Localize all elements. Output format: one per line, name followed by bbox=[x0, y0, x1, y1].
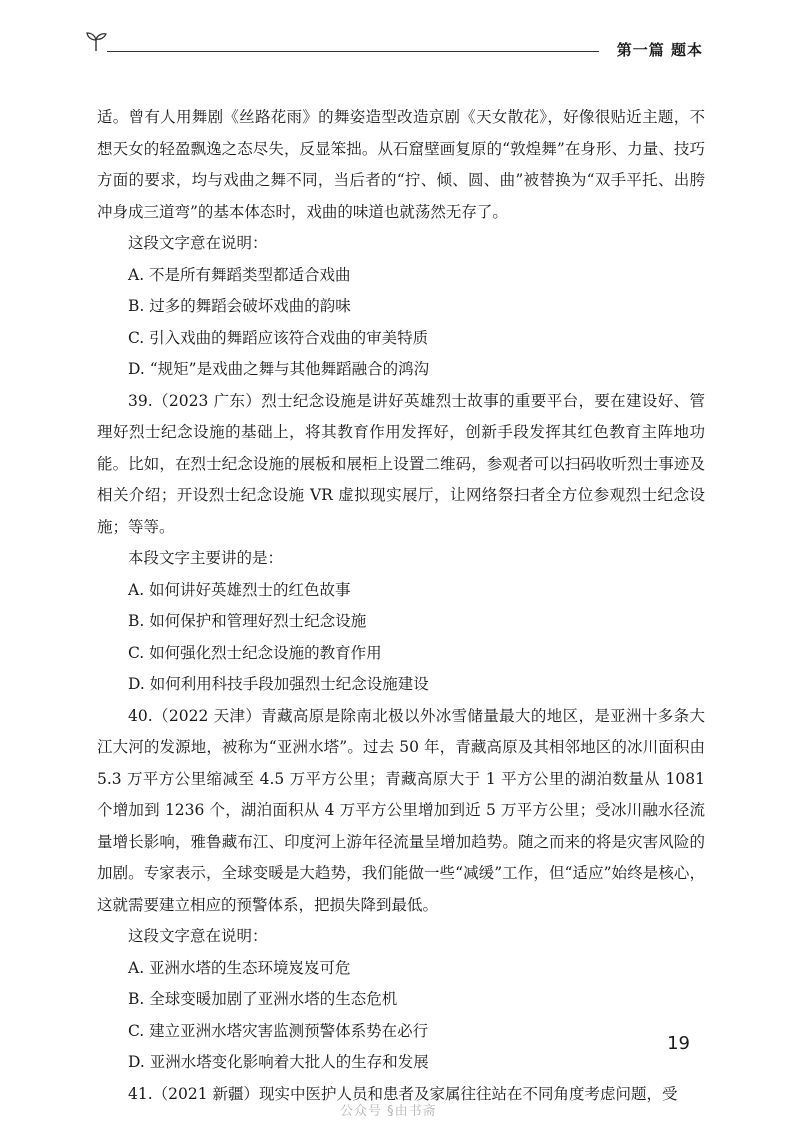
option-b: B. 过多的舞蹈会破坏戏曲的韵味 bbox=[128, 297, 351, 315]
question-39-option-b: B. 如何保护和管理好烈士纪念设施 bbox=[128, 612, 367, 630]
question-40-option-b: B. 全球变暖加剧了亚洲水塔的生态危机 bbox=[128, 990, 398, 1008]
option-a: A. 不是所有舞蹈类型都适合戏曲 bbox=[128, 265, 351, 284]
question-39-prompt: 本段文字主要讲的是： bbox=[128, 549, 284, 567]
page-header bbox=[85, 28, 703, 68]
question-39-option-c: C. 如何强化烈士纪念设施的教育作用 bbox=[128, 643, 382, 662]
header-rule bbox=[107, 51, 599, 52]
question-41-passage: 41.（2021 新疆）现实中医护人员和患者及家属往往站在不同角度考虑问题，受 bbox=[128, 1084, 678, 1103]
page-number: 19 bbox=[667, 1033, 690, 1054]
question-40-prompt: 这段文字意在说明： bbox=[128, 927, 268, 945]
option-d: D. “规矩”是戏曲之舞与其他舞蹈融合的鸿沟 bbox=[128, 360, 430, 378]
question-40-passage: 40.（2022 天津）青藏高原是除南北极以外冰雪储量最大的地区，是亚洲十多条大江大河的发源地，被称为“亚洲水塔”。过去 50 年，青藏高原及其相邻地区的冰川面积由 5.3 万平方公里缩减至 4.5 万平方公里；青藏高原大于 1 平方公里的湖泊数量从 1081 个增加到 1236 个，湖泊面积从 4 万平方公里增加到近 5 万平方公里；受冰川融水径流量增长影响，雅鲁藏布江、印度河上游年径流量呈增加趋势。随之而来的将是灾害风险的加剧。专家表示，全球变暖是大趋势，我们能做一些“减缓”工作，但“适应”始终是核心，这就需要建立相应的预警体系，把损失降到最低。 bbox=[97, 706, 705, 914]
continuation-passage: 适。曾有人用舞剧《丝路花雨》的舞姿造型改造京剧《天女散花》，好像很贴近主题，不想天女的轻盈飘逸之态尽失，反显笨拙。从石窟壁画复原的“敦煌舞”在身形、力量、技巧方面的要求，均与戏曲之舞不同，当后者的“拧、倾、圆、曲”被替换为“双手平托、出胯冲身成三道弯”的基本体态时，戏曲的味道也就荡然无存了。 bbox=[97, 108, 705, 221]
page-content bbox=[97, 102, 705, 1110]
question-40-option-d: D. 亚洲水塔变化影响着大批人的生存和发展 bbox=[128, 1053, 429, 1071]
question-39-option-a: A. 如何讲好英雄烈士的红色故事 bbox=[128, 580, 351, 599]
watermark: 公众号 §由书斋 bbox=[340, 1104, 437, 1119]
question-39-option-d: D. 如何利用科技手段加强烈士纪念设施建设 bbox=[128, 675, 429, 693]
question-39-passage: 39.（2023 广东）烈士纪念设施是讲好英雄烈士故事的重要平台，要在建设好、管理好烈士纪念设施的基础上，将其教育作用发挥好，创新手段发挥其红色教育主阵地功能。比如，在烈士纪念设施的展板和展柜上设置二维码，参观者可以扫码收听烈士事迹及相关介绍；开设烈士纪念设施 VR 虚拟现实展厅，让网络祭扫者全方位参观烈士纪念设施；等等。 bbox=[97, 391, 705, 536]
section-label: 第一篇 题本 bbox=[616, 41, 703, 59]
question-prompt: 这段文字意在说明： bbox=[128, 234, 268, 252]
sprout-icon bbox=[85, 30, 107, 52]
question-40-option-a: A. 亚洲水塔的生态环境岌岌可危 bbox=[128, 958, 351, 977]
question-40-option-c: C. 建立亚洲水塔灾害监测预警体系势在必行 bbox=[128, 1021, 429, 1040]
option-c: C. 引入戏曲的舞蹈应该符合戏曲的审美特质 bbox=[128, 328, 429, 347]
